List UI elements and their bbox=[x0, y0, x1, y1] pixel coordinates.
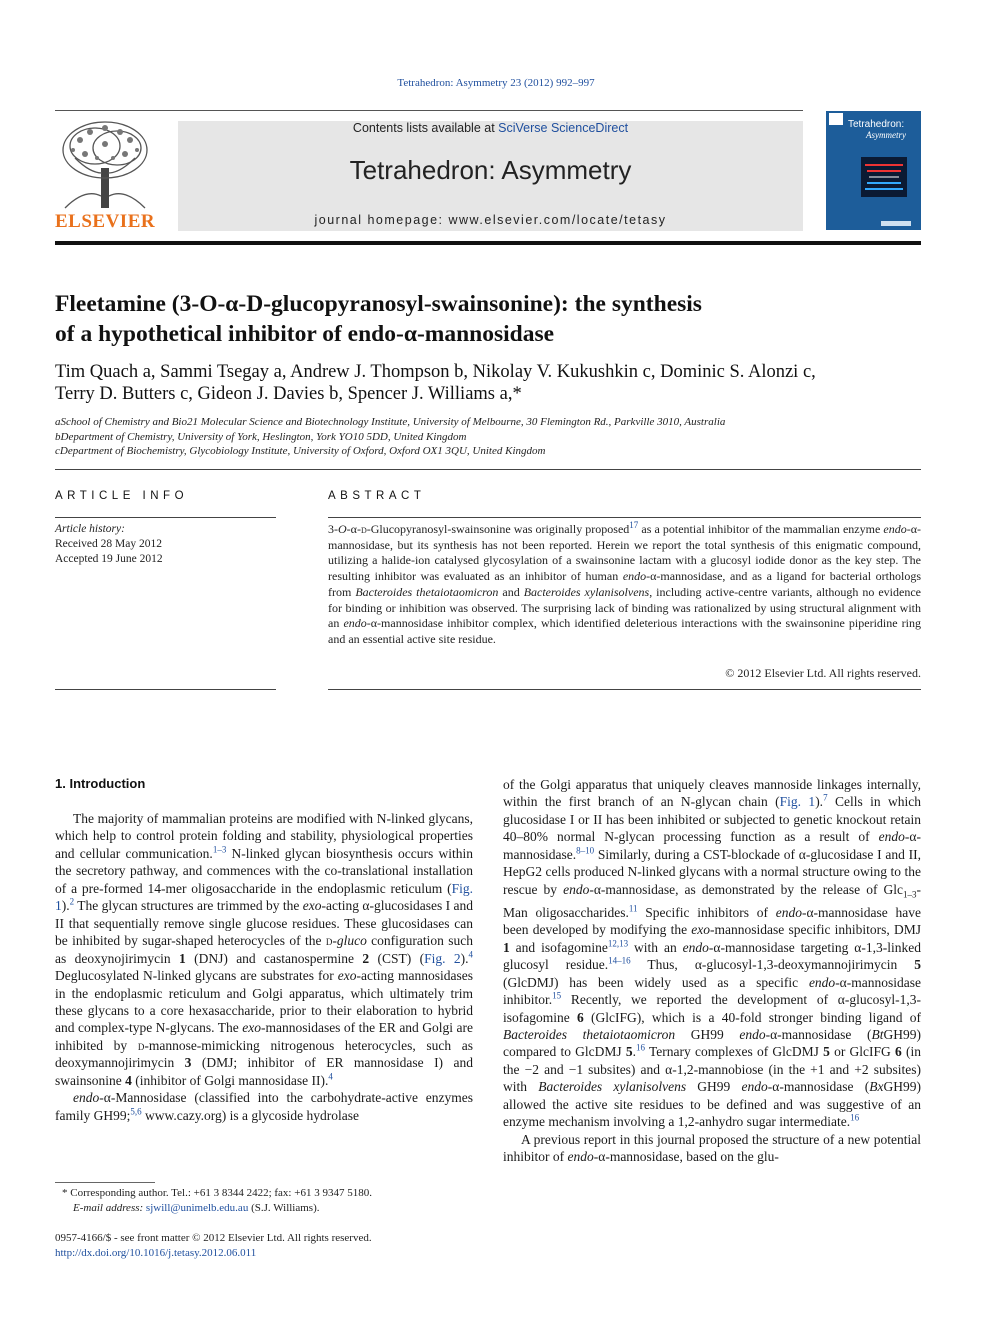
intro-paragraph-2: endo-α-Mannosidase (classified into the carbohydrate-active enzymes family GH99;$^{5,6}$ www.cazy.org) is a glycoside hydrolase bbox=[55, 1090, 473, 1123]
article-info-rule bbox=[55, 517, 276, 518]
journal-title-text: Tetrahedron: Asymmetry bbox=[349, 155, 632, 185]
intro-paragraph-3: A previous report in this journal proposed the structure of a new potential inhibitor of endo-α-mannosidase, based on the glu- bbox=[503, 1131, 921, 1165]
abstract-copyright: © 2012 Elsevier Ltd. All rights reserved. bbox=[725, 666, 921, 680]
footnote-rule bbox=[55, 1182, 155, 1183]
journal-homepage[interactable]: journal homepage: www.elsevier.com/locate/tetasy bbox=[314, 213, 667, 227]
article-history bbox=[55, 522, 276, 567]
article-title bbox=[55, 289, 915, 349]
corresponding-footnote bbox=[62, 1186, 472, 1215]
sciencedirect-link[interactable]: SciVerse ScienceDirect bbox=[498, 121, 629, 135]
article-info-bottom-rule bbox=[55, 689, 276, 690]
cover-image bbox=[861, 157, 907, 197]
affiliation-rule bbox=[55, 469, 921, 470]
contents-line: Contents lists available at SciVerse ScienceDirect bbox=[352, 121, 629, 135]
affiliation-b: bDepartment of Chemistry, University of York, Heslington, York YO10 5DD, United Kingdom bbox=[55, 431, 467, 443]
abstract-heading: ABSTRACT bbox=[328, 490, 426, 502]
issn-line: 0957-4166/$ - see front matter © 2012 Elsevier Ltd. All rights reserved. bbox=[55, 1232, 372, 1244]
affiliation-c: cDepartment of Biochemistry, Glycobiology Institute, University of Oxford, Oxford OX1 3QU, United Kingdom bbox=[55, 445, 546, 457]
header-thick-rule bbox=[55, 241, 921, 245]
history-label: Article history: bbox=[55, 523, 125, 535]
intro-right-column bbox=[503, 776, 921, 1166]
article-info-heading: ARTICLE INFO bbox=[55, 490, 189, 502]
journal-cover bbox=[826, 111, 921, 230]
journal-title bbox=[178, 155, 803, 186]
cover-subtitle: Asymmetry bbox=[866, 130, 906, 140]
authors-line-1: Tim Quach a, Sammi Tsegay a, Andrew J. Thompson b, Nikolay V. Kukushkin c, Dominic S. Alonzi c, bbox=[55, 362, 816, 382]
affiliation-a: aSchool of Chemistry and Bio21 Molecular Science and Biotechnology Institute, University of Melbourne, 30 Flemington Rd., Parkville 3010, Australia bbox=[55, 416, 726, 428]
header-rule bbox=[55, 110, 803, 111]
accepted-date: Accepted 19 June 2012 bbox=[55, 553, 163, 565]
intro-paragraph-2-cont: of the Golgi apparatus that uniquely cleaves mannoside linkages internally, within the first branch of an N-glycan chain (Fig. 1).$^7$ Cells in which glucosidase I or II has been inhibited or subjected to genetic knockout retain 40–80% normal N-glycan processing function as a result of endo-α-mannosidase.$^{8-10}$ Similarly, during a CST-blockade of α-glucosidase I and II, HepG2 cells produced N-linked glycans with a normal structure owing to the rescue by endo-α-mannosidase, as demonstrated by the release of Glc$_{1-3}$-Man oligosaccharides.$^{11}$ Specific inhibitors of endo-α-mannosidase have been developed by modifying the exo-mannosidase specific inhibitors, DMJ 1 and isofagomine$^{12,13}$ with an endo-α-mannosidase targeting α-1,3-linked glucosyl residue.$^{14-16}$ Thus, α-glucosyl-1,3-deoxymannojirimycin 5 (GlcDMJ) has been widely used as a specific endo-α-mannosidase inhibitor.$^{15}$ Recently, we reported the development of α-glucosyl-1,3-isofagomine 6 (GlcIFG), which is a 40-fold stronger binding ligand of Bacteroides thetaiotaomicron GH99 endo-α-mannosidase (BtGH99) compared to GlcDMJ 5.16 Ternary complexes of GlcDMJ 5 or GlcIFG 6 (in the −2 and −1 subsites) and α-1,2-mannobiose (in the +1 and +2 subsites) with Bacteroides xylanisolvens GH99 endo-α-mannosidase (BxGH99) allowed the active site residues to be defined and was suggestive of an enzyme mechanism involving a 1,2-anhydro sugar intermediate.$^{16}$ bbox=[503, 777, 922, 1130]
corresponding-author: * Corresponding author. Tel.: +61 3 8344 2422; fax: +61 3 9347 5180. bbox=[62, 1187, 372, 1199]
cover-badge bbox=[829, 113, 843, 125]
intro-paragraph-1: The majority of mammalian proteins are modified with N-linked glycans, which help to control protein folding and stability, physiological properties and cellular communication.$^{1-3}$ N-linked glycan biosynthesis occurs within the secretory pathway, and commences with the co-translational installation of a pre-formed 14-mer oligosaccharide in the endoplasmic reticulum (Fig. 1).$^2$ The glycan structures are trimmed by the exo-acting α-glucosidases I and II that sequentially remove single glucose residues. These glucosidases can be inhibited by sugar-shaped heterocycles of the d-gluco configuration such as deoxynojirimycin 1 (DNJ) and castanospermine 2 (CST) (Fig. 2).$^4$ Deglucosylated N-linked glycans are substrates for exo-acting mannosidases in the endoplasmic reticulum and Golgi apparatus, which ultimately trim these glycans to a core hexasaccharide, prior to their elaboration to hybrid and complex-type N-glycans. The exo-mannosidases of the ER and Golgi are inhibited by d-mannose-mimicking nitrogenous heterocycles, such as deoxymannojirimycin 3 (DMJ; inhibitor of ER mannosidase I) and swainsonine 4 (inhibitor of Golgi mannosidase II).$^4$ bbox=[55, 811, 474, 1088]
cover-title: Tetrahedron: bbox=[848, 119, 905, 130]
title-line-2: of a hypothetical inhibitor of endo-α-mannosidase bbox=[55, 321, 555, 347]
abstract-text: 3-O-α-d-Glucopyranosyl-swainsonine was originally proposed$^{17}$ as a potential inhibitor of the mammalian enzyme endo-α-mannosidase, but its synthesis has not been reported. Herein we report the total synthesis of this enigmatic compound, utilizing a halide-ion catalysed glycosylation of a swainsonine lactam with a glucosyl iodide donor as the key step. The resulting inhibitor was evaluated as an inhibitor of human endo-α-mannosidase, and as a ligand for bacterial orthologs from Bacteroides thetaiotaomicron and Bacteroides xylanisolvens, including active-centre variants, although no evidence for binding or inhibition was observed. The surprising lack of binding was rationalized by using structural alignment with an endo-α-mannosidase inhibitor complex, which identified deleterious interactions with the swainsonine piperidine ring and an essential active site residue. bbox=[328, 520, 922, 646]
doi-link[interactable]: http://dx.doi.org/10.1016/j.tetasy.2012.06.011 bbox=[55, 1246, 257, 1259]
received-date: Received 28 May 2012 bbox=[55, 538, 162, 550]
elsevier-wordmark: ELSEVIER bbox=[55, 211, 156, 232]
issn-footer bbox=[55, 1231, 475, 1260]
elsevier-tree-icon bbox=[55, 118, 155, 213]
intro-left-column bbox=[55, 810, 473, 1124]
author-list bbox=[55, 361, 935, 405]
title-line-1: Fleetamine (3-O-α-D-glucopyranosyl-swainsonine): the synthesis bbox=[55, 291, 702, 317]
email-link[interactable]: sjwill@unimelb.edu.au bbox=[145, 1201, 249, 1214]
journal-citation[interactable]: Tetrahedron: Asymmetry 23 (2012) 992–997 bbox=[397, 77, 595, 89]
email-line: E-mail address: sjwill@unimelb.edu.au (S.J. Williams). bbox=[73, 1201, 320, 1214]
abstract-rule bbox=[328, 517, 921, 518]
introduction-heading: 1. Introduction bbox=[55, 776, 146, 791]
authors-line-2: Terry D. Butters c, Gideon J. Davies b, Spencer J. Williams a,* bbox=[55, 384, 522, 404]
elsevier-logo bbox=[55, 118, 155, 233]
cover-footer-mark bbox=[881, 221, 911, 226]
abstract-bottom-rule bbox=[328, 689, 921, 690]
